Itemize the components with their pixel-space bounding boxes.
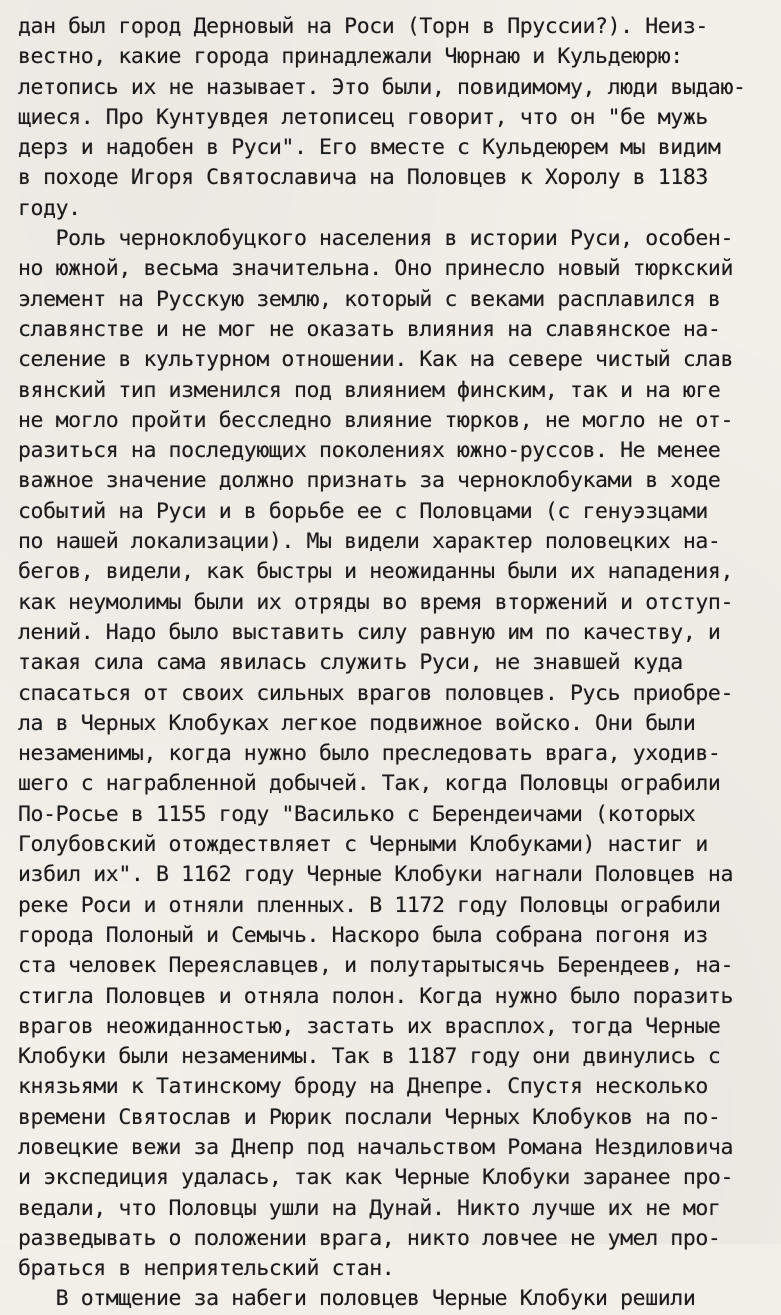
- text-line: году.: [18, 195, 81, 221]
- text-line: Голубовский отождествляет с Черными Клобуками) настиг и: [18, 832, 708, 858]
- text-line: бегов, видели, как быстры и неожиданны были их нападения,: [18, 559, 734, 585]
- text-line: разиться на последующих поколениях южно-руссов. Не менее: [18, 438, 721, 464]
- text-line: незаменимы, когда нужно было преследовать врага, уходив-: [18, 741, 721, 767]
- text-line: такая сила сама явилась служить Руси, не знавшей куда: [18, 650, 683, 676]
- text-line: Роль черноклобуцкого населения в истории Руси, особен-: [18, 226, 734, 252]
- text-line: времени Святослав и Рюрик послали Черных Клобуков на по-: [18, 1104, 721, 1130]
- text-line: ста человек Переяславцев, и полутарытысячь Берендеев, на-: [18, 953, 734, 979]
- text-line: браться в неприятельский стан.: [18, 1256, 395, 1282]
- text-line: событий на Руси и в борьбе ее с Половцами (с генуэзцами: [18, 498, 708, 524]
- text-line: дерз и надобен в Руси". Его вместе с Кульдеюрем мы видим: [18, 135, 721, 161]
- document-body-text: [18, 12, 778, 1315]
- text-line: спасаться от своих сильных врагов половцев. Русь приобре-: [18, 680, 734, 706]
- text-line: важное значение должно признать за черноклобуками в ходе: [18, 468, 721, 494]
- text-line: города Полоный и Семычь. Наскоро была собрана погоня из: [18, 922, 708, 948]
- text-line: лений. Надо было выставить силу равную им по качеству, и: [18, 619, 721, 645]
- text-line: реке Роси и отняли пленных. В 1172 году Половцы ограбили: [18, 892, 721, 918]
- text-line: как неумолимы были их отряды во время вторжений и отступ-: [18, 589, 734, 615]
- text-line: князьями к Татинскому броду на Днепре. Спустя несколько: [18, 1074, 708, 1100]
- text-line: летопись их не называет. Это были, повидимому, люди выдаю-: [18, 74, 746, 100]
- text-line: ведали, что Половцы ушли на Дунай. Никто лучше их не мог: [18, 1195, 721, 1221]
- text-line: По-Росье в 1155 году "Василько с Берендеичами (которых: [18, 801, 696, 827]
- text-line: по нашей локализации). Мы видели характер половецких на-: [18, 529, 721, 555]
- text-line: не могло пройти бесследно влияние тюрков, не могло не от-: [18, 407, 734, 433]
- text-line: В отмщение за набеги половцев Черные Клобуки решили: [18, 1286, 696, 1312]
- text-line: селение в культурном отношении. Как на севере чистый слав: [18, 347, 734, 373]
- text-line: избил их". В 1162 году Черные Клобуки нагнали Половцев на: [18, 862, 734, 888]
- text-line: врагов неожиданностью, застать их врасплох, тогда Черные: [18, 1013, 721, 1039]
- text-line: вестно, какие города принадлежали Чюрнаю и Кульдеюрю:: [18, 44, 683, 70]
- text-line: и экспедиция удалась, так как Черные Клобуки заранее про-: [18, 1165, 734, 1191]
- text-line: в походе Игоря Святославича на Половцев к Хоролу в 1183: [18, 165, 708, 191]
- text-line: разведывать о положении врага, никто ловчее не умел про-: [18, 1225, 721, 1251]
- text-line: элемент на Русскую землю, который с веками расплавился в: [18, 286, 721, 312]
- text-line: щиеся. Про Кунтувдея летописец говорит, что он "бе мужь: [18, 104, 708, 130]
- text-line: Клобуки были незаменимы. Так в 1187 году они двинулись с: [18, 1044, 721, 1070]
- text-line: ла в Черных Клобуках легкое подвижное войско. Они были: [18, 710, 696, 736]
- text-line: дан был город Дерновый на Роси (Торн в Пруссии?). Неиз-: [18, 14, 708, 39]
- text-line: но южной, весьма значительна. Оно принесло новый тюркский: [18, 256, 734, 282]
- text-line: ловецкие вежи за Днепр под начальством Романа Нездиловича: [18, 1134, 734, 1160]
- text-line: шего с награбленной добычей. Так, когда Половцы ограбили: [18, 771, 721, 797]
- text-line: стигла Половцев и отняла полон. Когда нужно было поразить: [18, 983, 734, 1009]
- text-line: вянский тип изменился под влиянием финским, так и на юге: [18, 377, 721, 403]
- text-line: славянстве и не мог не оказать влияния на славянское на-: [18, 316, 721, 342]
